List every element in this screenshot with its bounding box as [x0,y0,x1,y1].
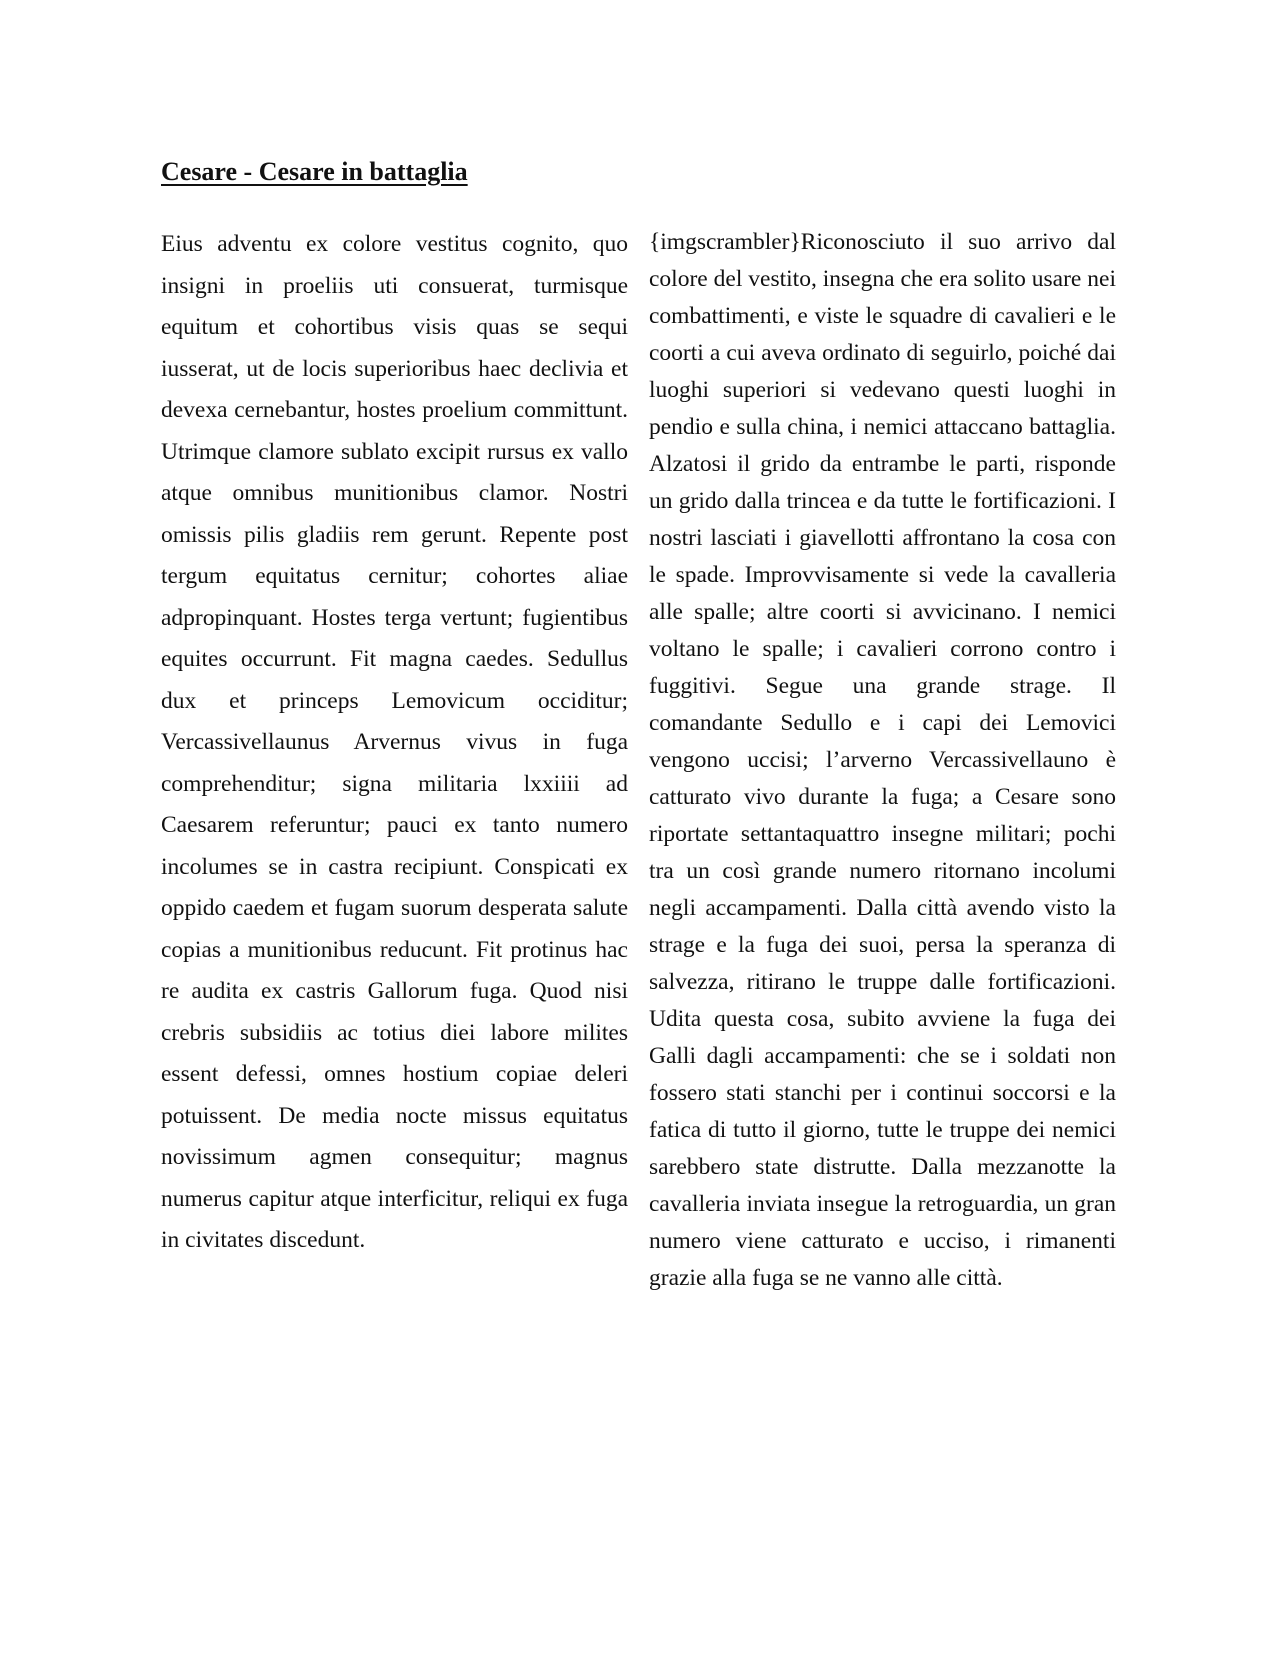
page-title: Cesare - Cesare in battaglia [161,157,468,186]
latin-text-column: Eius adventu ex colore vestitus cognito, quo insigni in proeliis uti consuerat, turmisque equitum et cohortibus visis quas se sequi iusserat, ut de locis superioribus haec declivia et devexa cernebantur, hostes proelium committunt. Utrimque clamore sublato excipit rursus ex vallo atque omnibus munitionibus clamor. Nostri omissis pilis gladiis rem gerunt. Repente post tergum equitatus cernitur; cohortes aliae adpropinquant. Hostes terga vertunt; fugientibus equites occurrunt. Fit magna caedes. Sedullus dux et princeps Lemovicum occiditur; Vercassivellaunus Arvernus vivus in fuga comprehenditur; signa militaria lxxiiii ad Caesarem referuntur; pauci ex tanto numero incolumes se in castra recipiunt. Conspicati ex oppido caedem et fugam suorum desperata salute copias a munitionibus reducunt. Fit protinus hac re audita ex castris Gallorum fuga. Quod nisi crebris subsidiis ac totius diei labore milites essent defessi, omnes hostium copiae deleri potuissent. De media nocte missus equitatus novissimum agmen consequitur; magnus numerus capitur atque interficitur, reliqui ex fuga in civitates discedunt. [161,231,628,1253]
italian-translation-column: {imgscrambler}Riconosciuto il suo arrivo dal colore del vestito, insegna che era solito usare nei combattimenti, e viste le squadre di cavalieri e le coorti a cui aveva ordinato di seguirlo, poiché dai luoghi superiori si vedevano questi luoghi in pendio e sulla china, i nemici attaccano battaglia. Alzatosi il grido da entrambe le parti, risponde un grido dalla trincea e da tutte le fortificazioni. I nostri lasciati i giavellotti affrontano la cosa con le spade. Improvvisamente si vede la cavalleria alle spalle; altre coorti si avvicinano. I nemici voltano le spalle; i cavalieri corrono contro i fuggitivi. Segue una grande strage. Il comandante Sedullo e i capi dei Lemovici vengono uccisi; l’arverno Vercassivellauno è catturato vivo durante la fuga; a Cesare sono riportate settantaquattro insegne militari; pochi tra un così grande numero ritornano incolumi negli accampamenti. Dalla città avendo visto la strage e la fuga dei suoi, persa la speranza di salvezza, ritirano le truppe dalle fortificazioni. Udita questa cosa, subito avviene la fuga dei Galli dagli accampamenti: che se i soldati non fossero stati stanchi per i continui soccorsi e la fatica di tutto il giorno, tutte le truppe dei nemici sarebbero state distrutte. Dalla mezzanotte la cavalleria inviata insegue la retroguardia, un gran numero viene catturato e ucciso, i rimanenti grazie alla fuga se ne vanno alle città. [649,229,1116,1291]
